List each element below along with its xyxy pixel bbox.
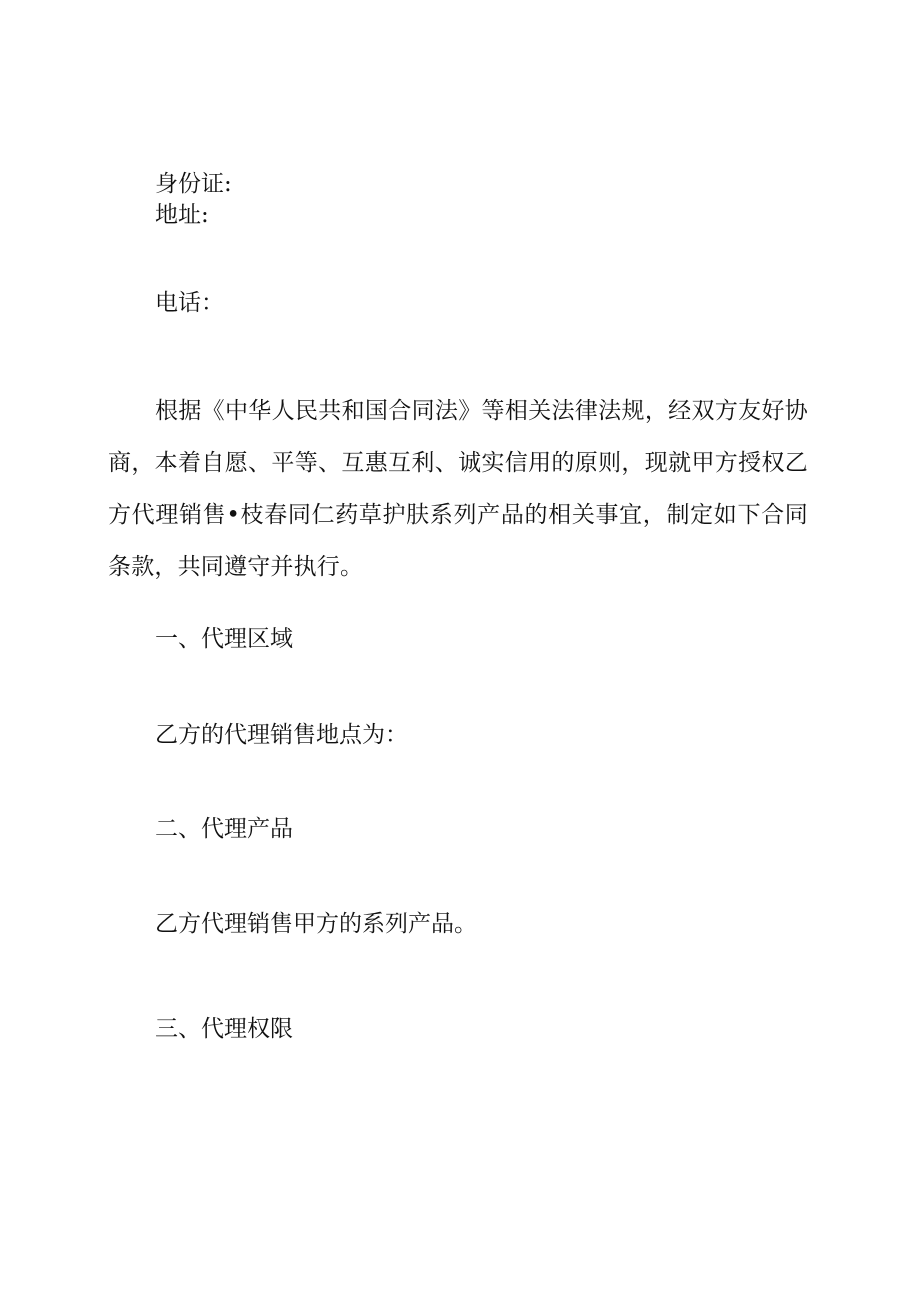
section-heading-authority: 三、代理权限 [155, 1016, 293, 1042]
intro-paragraph: 根据《中华人民共和国合同法》等相关法律法规，经双方友好协商，本着自愿、平等、互惠互利、诚实信用的原则，现就甲方授权乙方代理销售•枝春同仁药草护肤系列产品的相关事宜，制定如下合同条款，共同遵守并执行。 [108, 398, 808, 580]
section-heading-products: 二、代理产品 [155, 816, 293, 842]
address-label: 地址: [155, 202, 209, 228]
id-card-label: 身份证: [155, 171, 232, 197]
section-body-area: 乙方的代理销售地点为： [155, 722, 408, 748]
phone-label: 电话： [155, 290, 224, 316]
section-body-products: 乙方代理销售甲方的系列产品。 [155, 911, 477, 937]
section-heading-area: 一、代理区域 [155, 626, 293, 652]
